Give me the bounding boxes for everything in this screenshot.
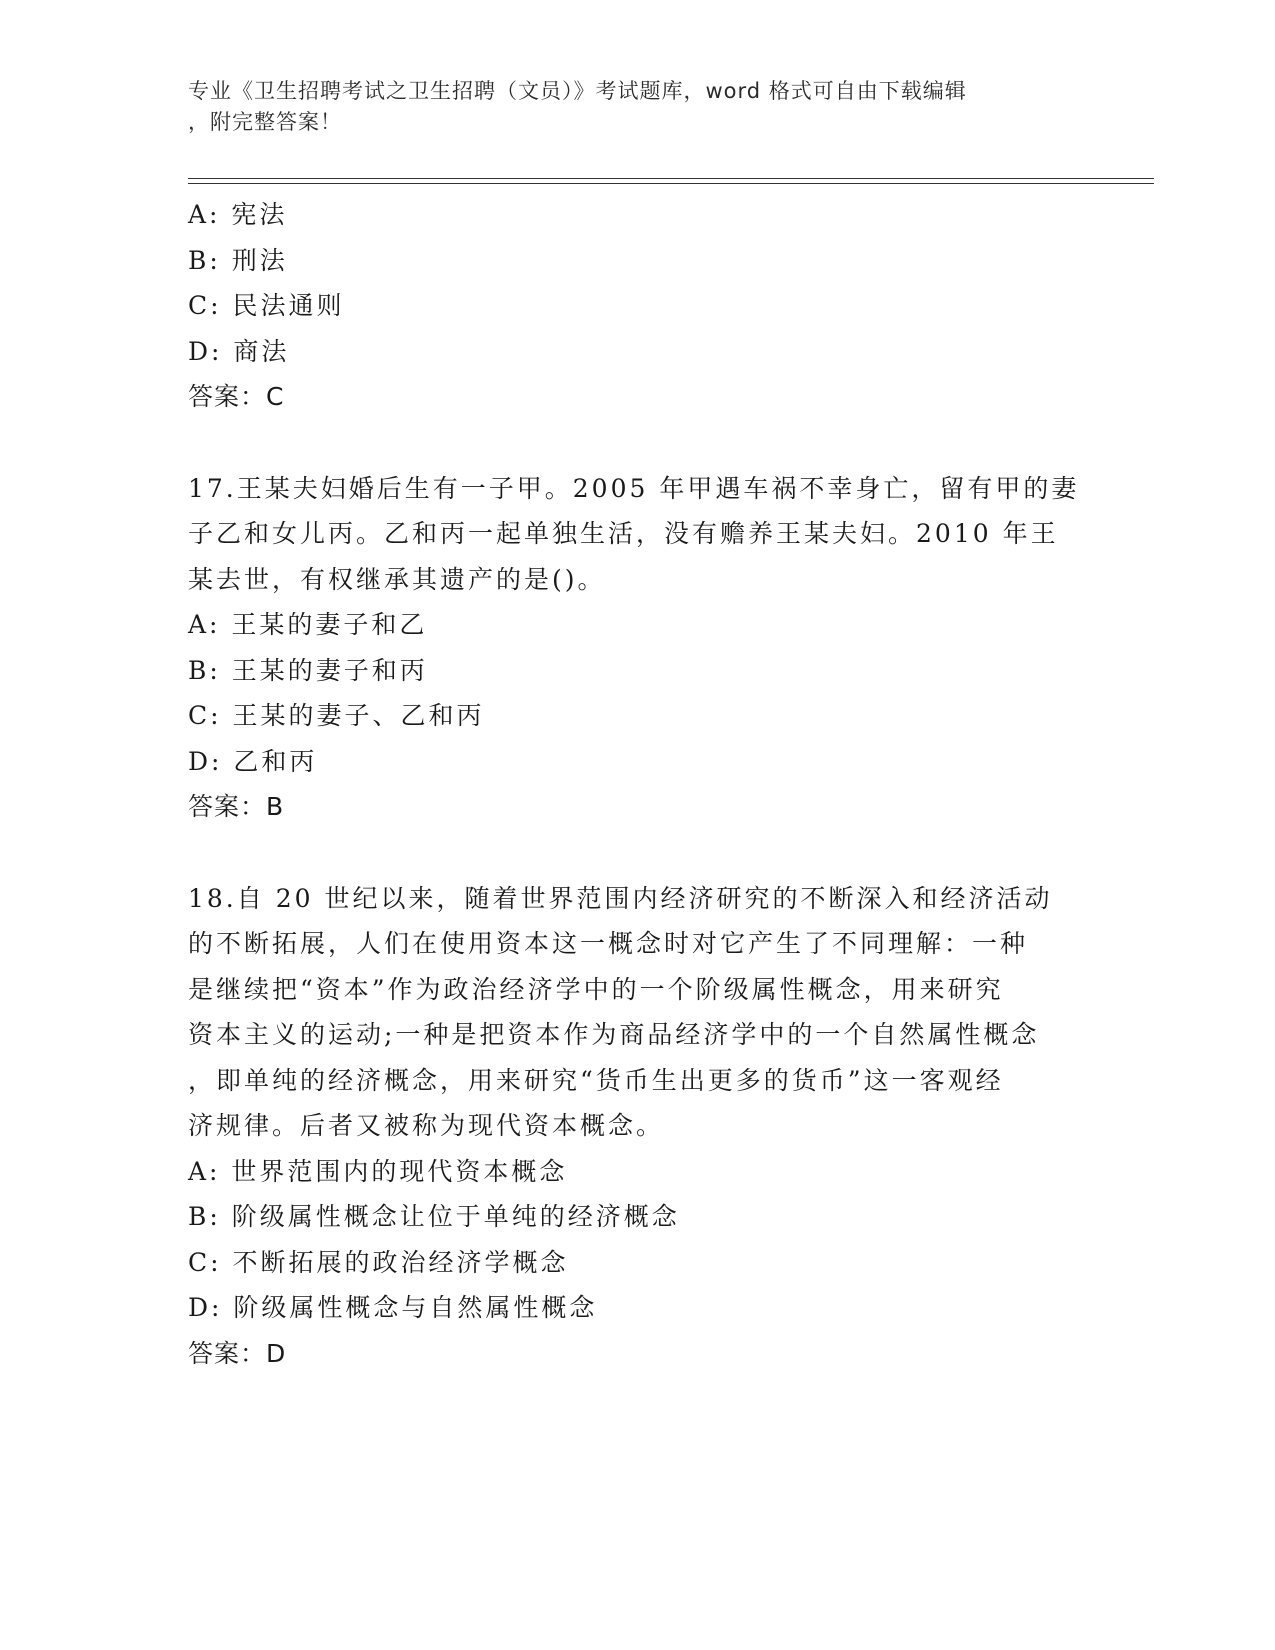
question-16 xyxy=(188,192,1088,420)
question-stem-line: 17.王某夫妇婚后生有一子甲。2005 年甲遇车祸不幸身亡，留有甲的妻 xyxy=(188,473,1080,503)
question-stem-line: 资本主义的运动;一种是把资本作为商品经济学中的一个自然属性概念 xyxy=(188,1020,1040,1049)
question-17 xyxy=(188,466,1088,830)
header-divider-bottom xyxy=(188,183,1154,184)
question-content xyxy=(188,192,1088,1376)
question-stem-line: 18.自 20 世纪以来，随着世界范围内经济研究的不断深入和经济活动 xyxy=(188,883,1053,913)
option-b: B: 刑法 xyxy=(188,245,288,275)
option-a: A: 世界范围内的现代资本概念 xyxy=(188,1156,568,1186)
option-c: C: 王某的妻子、乙和丙 xyxy=(188,701,485,730)
option-d: D: 商法 xyxy=(188,336,290,366)
question-stem-line: 子乙和女儿丙。乙和丙一起单独生活，没有赡养王某夫妇。2010 年王 xyxy=(188,519,1059,548)
answer-line: 答案：C xyxy=(188,382,285,411)
question-18 xyxy=(188,876,1088,1377)
option-b: B: 王某的妻子和丙 xyxy=(188,655,428,685)
option-a: A: 王某的妻子和乙 xyxy=(188,610,428,639)
header-line-1: 专业《卫生招聘考试之卫生招聘（文员）》考试题库，word 格式可自由下载编辑 xyxy=(188,79,967,103)
header-divider-top xyxy=(188,178,1154,179)
spacer xyxy=(188,420,1088,466)
question-stem-line: 是继续把“资本”作为政治经济学中的一个阶级属性概念，用来研究 xyxy=(188,974,1004,1004)
option-c: C: 民法通则 xyxy=(188,291,345,320)
option-c: C: 不断拓展的政治经济学概念 xyxy=(188,1247,569,1277)
option-d: D: 乙和丙 xyxy=(188,746,318,776)
header-line-2: ，附完整答案！ xyxy=(188,110,342,134)
question-stem-line: 济规律。后者又被称为现代资本概念。 xyxy=(188,1111,665,1140)
question-stem-line: 某去世，有权继承其遗产的是()。 xyxy=(188,564,606,594)
spacer xyxy=(188,830,1088,876)
option-b: B: 阶级属性概念让位于单纯的经济概念 xyxy=(188,1202,680,1231)
page-header xyxy=(188,76,1068,138)
question-stem-line: ，即单纯的经济概念，用来研究“货币生出更多的货币”这一客观经 xyxy=(188,1065,1004,1095)
answer-line: 答案：D xyxy=(188,1338,287,1368)
answer-line: 答案：B xyxy=(188,792,285,821)
option-a: A: 宪法 xyxy=(188,200,288,229)
option-d: D: 阶级属性概念与自然属性概念 xyxy=(188,1293,598,1322)
question-stem-line: 的不断拓展，人们在使用资本这一概念时对它产生了不同理解：一种 xyxy=(188,929,1029,958)
